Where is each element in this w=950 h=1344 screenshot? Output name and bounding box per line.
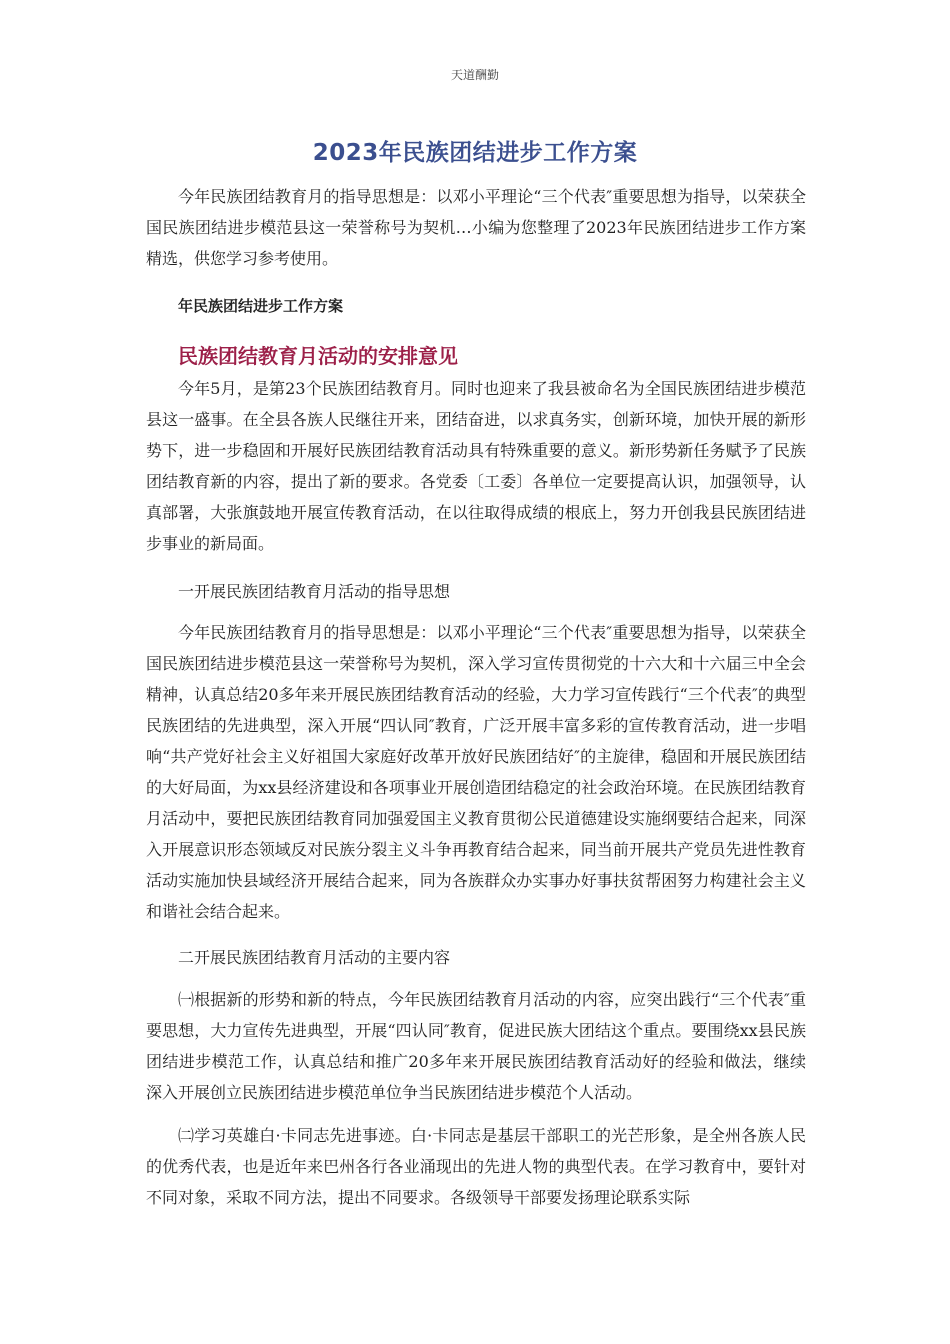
document-title: 2023年民族团结进步工作方案	[312, 140, 638, 166]
paragraph-3: ㈠根据新的形势和新的特点，今年民族团结教育月活动的内容，应突出践行“三个代表″重要思想，大力宣传先进典型，开展“四认同″教育，促进民族大团结这个重点。要围绕xx县民族团结进步模范工作，认真总结和推广20多年来开展民族团结教育活动好的经验和做法，继续深入开展创立民族团结进步模范单位争当民族团结进步模范个人活动。	[146, 990, 806, 1102]
para2-block	[146, 617, 806, 927]
paragraph-1: 今年5月，是第23个民族团结教育月。同时也迎来了我县被命名为全国民族团结进步模范县这一盛事。在全县各族人民继往开来，团结奋进，以求真务实，创新环境，加快开展的新形势下，进一步稳固和开展好民族团结教育活动具有特殊重要的意义。新形势新任务赋予了民族团结教育新的内容，提出了新的要求。各党委〔工委〕各单位一定要提高认识，加强领导，认真部署，大张旗鼓地开展宣传教育活动，在以往取得成绩的根底上，努力开创我县民族团结进步事业的新局面。	[146, 379, 806, 553]
intro-paragraph: 今年民族团结教育月的指导思想是：以邓小平理论“三个代表″重要思想为指导，以荣获全国民族团结进步模范县这一荣誉称号为契机…小编为您整理了2023年民族团结进步工作方案精选，供您学习参考使用。	[146, 187, 806, 268]
section-title: 民族团结教育月活动的安排意见	[178, 344, 458, 368]
heading-guiding-thought: 一开展民族团结教育月活动的指导思想	[178, 582, 451, 601]
para4-block	[146, 1120, 806, 1213]
para1-block	[146, 373, 806, 559]
para3-block	[146, 984, 806, 1108]
subheading: 年民族团结进步工作方案	[178, 297, 344, 315]
intro-block	[146, 181, 806, 274]
paragraph-2: 今年民族团结教育月的指导思想是：以邓小平理论“三个代表″重要思想为指导，以荣获全国民族团结进步模范县这一荣誉称号为契机，深入学习宣传贯彻党的十六大和十六届三中全会精神，认真总结20多年来开展民族团结教育活动的经验，大力学习宣传践行“三个代表″的典型民族团结的先进典型，深入开展“四认同″教育，广泛开展丰富多彩的宣传教育活动，进一步唱响“共产党好社会主义好祖国大家庭好改革开放好民族团结好″的主旋律，稳固和开展民族团结的大好局面，为xx县经济建设和各项事业开展创造团结稳定的社会政治环境。在民族团结教育月活动中，要把民族团结教育同加强爱国主义教育贯彻公民道德建设实施纲要结合起来，同深入开展意识形态领域反对民族分裂主义斗争再教育结合起来，同当前开展共产党员先进性教育活动实施加快县域经济开展结合起来，同为各族群众办实事办好事扶贫帮困努力构建社会主义和谐社会结合起来。	[146, 623, 806, 921]
heading-main-content: 二开展民族团结教育月活动的主要内容	[178, 948, 451, 967]
paragraph-4: ㈡学习英雄白·卡同志先进事迹。白·卡同志是基层干部职工的光芒形象，是全州各族人民的优秀代表，也是近年来巴州各行各业涌现出的先进人物的典型代表。在学习教育中，要针对不同对象，采取不同方法，提出不同要求。各级领导干部要发扬理论联系实际	[146, 1126, 806, 1207]
header-mark: 天道酬勤	[450, 68, 499, 82]
